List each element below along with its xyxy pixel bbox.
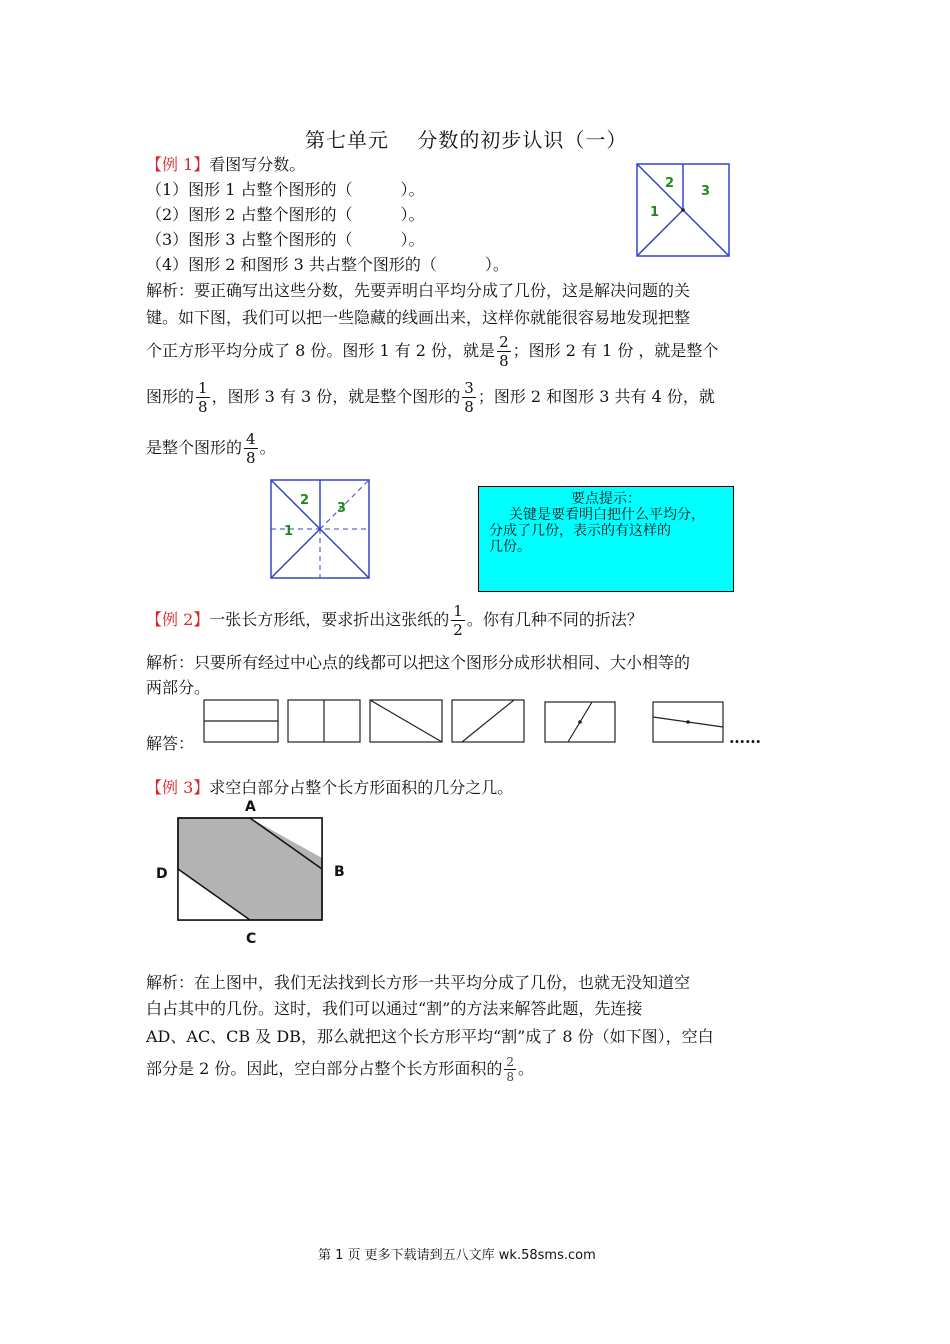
analysis-text: 是整个图形的 xyxy=(146,438,243,457)
fold-slanted-center xyxy=(545,702,615,742)
fraction-numerator: 2 xyxy=(499,333,509,351)
example-2-answer-label: 解答： xyxy=(146,734,195,753)
fraction-numerator: 1 xyxy=(453,602,463,620)
fraction-2-8 xyxy=(497,333,511,370)
example-3-analysis-line-2: 白占其中的几份。这时，我们可以通过“割”的方法来解答此题，先连接 xyxy=(146,999,643,1018)
example-2-analysis-line-1: 解析：只要所有经过中心点的线都可以把这个图形分成形状相同、大小相等的 xyxy=(146,653,691,672)
example-1-analysis-line-2: 键。如下图，我们可以把一些隐藏的线画出来，这样你就能很容易地发现把整 xyxy=(146,308,691,327)
fraction-numerator: 1 xyxy=(198,379,208,397)
fraction-numerator: 4 xyxy=(246,430,256,448)
example-3-heading xyxy=(146,775,513,798)
example-1-question: 看图写分数。 xyxy=(209,155,306,174)
analysis-text: ，图形 3 有 3 份，就是整个图形的 xyxy=(211,387,461,406)
label-a: A xyxy=(245,799,256,815)
folding-methods-figures xyxy=(202,698,732,748)
example-1-item-1: （1）图形 1 占整个图形的（ ）。 xyxy=(146,180,425,199)
figure-label-3: 3 xyxy=(337,501,347,516)
example-3-analysis-line-1: 解析：在上图中，我们无法找到长方形一共平均分成了几份，也就无没知道空 xyxy=(146,973,691,992)
figure-label-3: 3 xyxy=(701,184,711,199)
fraction-denominator: 8 xyxy=(246,449,256,467)
example-3-analysis-line-4 xyxy=(146,1055,534,1084)
figure-label-1: 1 xyxy=(284,524,294,539)
label-b: B xyxy=(334,864,345,880)
example-1-item-4: （4）图形 2 和图形 3 共占整个图形的（ ）。 xyxy=(146,255,509,274)
tip-body-line-1: 关键是要看明白把什么平均分， xyxy=(509,507,705,523)
example-2-heading xyxy=(146,602,643,639)
key-point-tip-box xyxy=(478,486,734,592)
example-2-question-end: 。你有几种不同的折法？ xyxy=(466,610,643,629)
example-1-tag: 【例 1】 xyxy=(146,155,210,174)
center-point xyxy=(681,208,685,212)
example-2-analysis-line-2: 两部分。 xyxy=(146,678,211,697)
fraction-denominator: 8 xyxy=(499,352,509,370)
figure-label-2: 2 xyxy=(300,493,310,508)
fold-vertical xyxy=(288,700,360,742)
example-1-item-3: （3）图形 3 占整个图形的（ ）。 xyxy=(146,230,425,249)
fold-horizontal xyxy=(204,700,278,742)
fraction-2-8 xyxy=(504,1055,516,1084)
page-title: 第七单元 分数的初步认识（一） xyxy=(305,128,628,152)
example-2-ellipsis: …… xyxy=(729,728,761,747)
example-2-tag: 【例 2】 xyxy=(146,610,210,629)
example-3-analysis-line-3: AD、AC、CB 及 DB，那么就把这个长方形平均“割”成了 8 份（如下图），空白 xyxy=(146,1027,714,1046)
example-2-question: 一张长方形纸，要求折出这张纸的 xyxy=(209,610,450,629)
fraction-1-8 xyxy=(196,379,210,416)
example-3-tag: 【例 3】 xyxy=(146,778,210,797)
example-1-item-2: （2）图形 2 占整个图形的（ ）。 xyxy=(146,205,425,224)
tip-title: 要点提示： xyxy=(571,491,641,507)
example-1-analysis-line-3 xyxy=(146,333,718,370)
fraction-numerator: 3 xyxy=(464,379,474,397)
example-1-heading xyxy=(146,152,305,175)
example-1-figure xyxy=(636,163,730,257)
fraction-3-8 xyxy=(462,379,476,416)
analysis-text: ；图形 2 和图形 3 共有 4 份，就 xyxy=(477,387,715,406)
example-1-analysis-line-1: 解析：要正确写出这些分数，先要弄明白平均分成了几份，这是解决问题的关 xyxy=(146,281,691,300)
label-c: C xyxy=(246,931,257,947)
example-1-figure-divided xyxy=(269,478,371,580)
example-3-question: 求空白部分占整个长方形面积的几分之几。 xyxy=(209,778,514,797)
fraction-denominator: 2 xyxy=(453,621,463,639)
analysis-text: 。 xyxy=(259,438,276,457)
figure-label-1: 1 xyxy=(650,205,660,220)
analysis-text: 个正方形平均分成了 8 份。图形 1 有 2 份，就是 xyxy=(146,341,496,360)
fold-diagonal-up xyxy=(452,700,524,742)
fraction-numerator: 2 xyxy=(506,1055,514,1069)
tip-body-line-2: 分成了几份，表示的有这样的 xyxy=(489,523,671,539)
analysis-text: 。 xyxy=(518,1059,535,1078)
page-footer: 第 1 页 更多下载请到五八文库 wk.58sms.com xyxy=(318,1248,596,1263)
analysis-text: 图形的 xyxy=(146,387,195,406)
example-3-figure xyxy=(150,796,360,948)
fraction-1-2 xyxy=(451,602,465,639)
analysis-text: ；图形 2 有 1 份 ，就是整个 xyxy=(512,341,719,360)
fraction-denominator: 8 xyxy=(464,398,474,416)
label-d: D xyxy=(156,866,168,882)
fold-shallow-slant xyxy=(653,702,723,742)
fold-diagonal-down xyxy=(370,700,442,742)
example-1-analysis-line-4 xyxy=(146,379,715,416)
fraction-denominator: 8 xyxy=(198,398,208,416)
figure-label-2: 2 xyxy=(665,176,675,191)
fraction-4-8 xyxy=(244,430,258,467)
example-1-analysis-line-5 xyxy=(146,430,276,467)
analysis-text: 部分是 2 份。因此，空白部分占整个长方形面积的 xyxy=(146,1059,503,1078)
fraction-denominator: 8 xyxy=(506,1070,514,1084)
tip-body-line-3: 几份。 xyxy=(489,539,531,555)
